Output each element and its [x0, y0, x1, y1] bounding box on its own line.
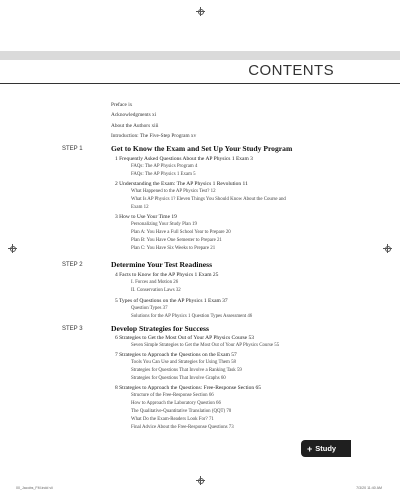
chapter-5: 5 Types of Questions on the AP Physics 1 Exam 37	[115, 298, 228, 304]
step-1-title: Get to Know the Exam and Set Up Your Study Program	[111, 144, 293, 153]
chapter-2: 2 Understanding the Exam: The AP Physics 1 Revolution 11	[115, 181, 248, 187]
chapter-8-section: The Qualitative-Quantitative Translation (QQT) 70	[131, 409, 232, 414]
footer-file-info: 00_Jacobs_FM.indd vii	[16, 486, 53, 490]
registration-mark-bottom	[196, 476, 205, 485]
chapter-2-section: What Is AP Physics 1? Eleven Things You Should Know About the Course and	[131, 197, 286, 202]
chapter-4-section: I. Forces and Motion 26	[131, 280, 179, 285]
chapter-5-section: Solutions for the AP Physics 1 Question Types Assessment 46	[131, 314, 253, 319]
plus-icon: +	[307, 443, 313, 454]
study-tab-label: Study	[315, 444, 337, 453]
chapter-3-section: Plan C: You Have Six Weeks to Prepare 21	[131, 246, 216, 251]
chapter-6-section: Seven Simple Strategies to Get the Most Out of Your AP Physics Course 55	[131, 343, 280, 348]
chapter-7-section: Strategies for Questions That Involve a Ranking Task 59	[131, 368, 242, 373]
page-title: CONTENTS	[248, 62, 334, 79]
chapter-1-section: FAQs: The AP Physics 1 Exam 5	[131, 172, 196, 177]
chapter-2-section: What Happened to the AP Physics Test? 12	[131, 189, 216, 194]
chapter-3-section: Plan B: You Have One Semester to Prepare 21	[131, 238, 222, 243]
chapter-8-section: Structure of the Free-Response Section 66	[131, 393, 214, 398]
chapter-8-section: What Do the Exam-Readers Look For? 71	[131, 417, 214, 422]
chapter-4-section: II. Conservation Laws 32	[131, 288, 181, 293]
chapter-7-section: Strategies for Questions That Involve Graphs 60	[131, 376, 226, 381]
chapter-1: 1 Frequently Asked Questions About the AP Physics 1 Exam 3	[115, 156, 253, 162]
front-matter-item: Acknowledgments xi	[111, 112, 157, 119]
step-2-label: STEP 2	[62, 262, 83, 268]
registration-mark-top	[196, 7, 205, 16]
chapter-7-section: Tools You Can Use and Strategies for Using Them 58	[131, 360, 236, 365]
chapter-8-section: Final Advice About the Free-Response Questions 73	[131, 425, 234, 430]
chapter-8-section: How to Approach the Laboratory Question 66	[131, 401, 221, 406]
footer-timestamp: 7/3/20 11:40 AM	[356, 486, 382, 490]
chapter-1-section: FAQs: The AP Physics Program 4	[131, 164, 198, 169]
chapter-3-section: Personalizing Your Study Plan 19	[131, 222, 197, 227]
step-1-label: STEP 1	[62, 146, 83, 152]
front-matter-item: About the Authors xiii	[111, 122, 159, 129]
header-rule	[0, 83, 400, 84]
front-matter-item: Introduction: The Five-Step Program xv	[111, 133, 197, 140]
chapter-6: 6 Strategies to Get the Most Out of Your AP Physics Course 53	[115, 335, 254, 341]
chapter-8: 8 Strategies to Approach the Questions: Free-Response Section 65	[115, 385, 262, 391]
step-3-label: STEP 3	[62, 326, 83, 332]
front-matter-list	[111, 100, 196, 142]
registration-mark-right	[383, 244, 392, 253]
front-matter-item: Preface ix	[111, 102, 133, 108]
registration-mark-left	[8, 244, 17, 253]
study-tab	[301, 440, 351, 457]
chapter-5-section: Question Types 37	[131, 306, 168, 311]
chapter-3: 3 How to Use Your Time 19	[115, 214, 177, 220]
chapter-2-section: Exam 12	[131, 205, 149, 210]
chapter-3-section: Plan A: You Have a Full School Year to Prepare 20	[131, 230, 231, 235]
chapter-4: 4 Facts to Know for the AP Physics 1 Exam 25	[115, 272, 219, 278]
step-3-title: Develop Strategies for Success	[111, 324, 209, 333]
chapter-7: 7 Strategies to Approach the Questions on the Exam 57	[115, 352, 237, 358]
header-band	[0, 51, 400, 60]
step-2-title: Determine Your Test Readiness	[111, 260, 213, 269]
